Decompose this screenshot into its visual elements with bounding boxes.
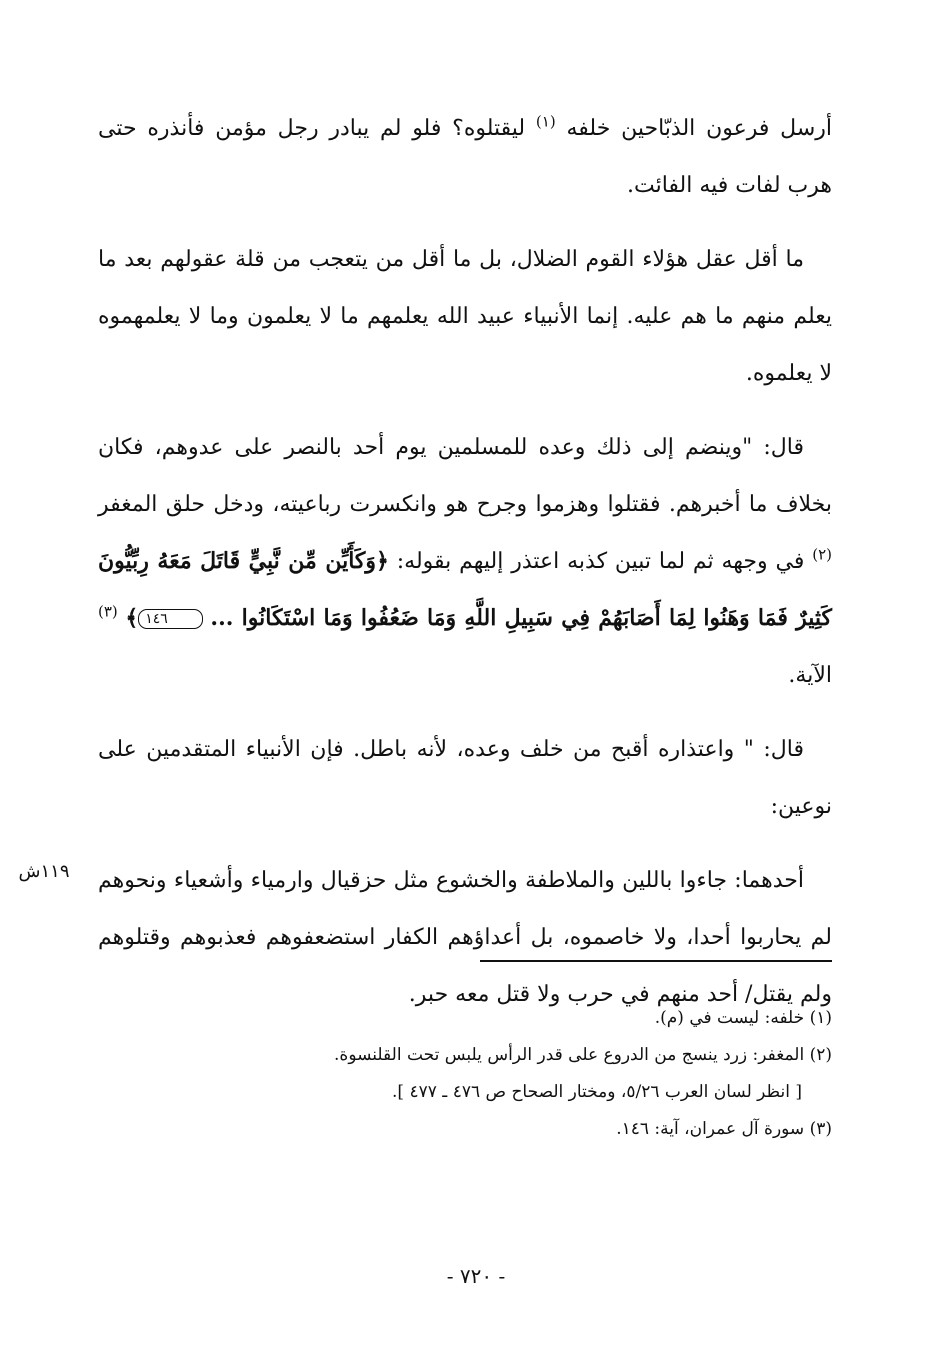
page-number: - ٧٢٠ - — [446, 1264, 506, 1288]
paragraph-2-text: ما أقل عقل هؤلاء القوم الضلال، بل ما أقل من يتعجب من قلة عقولهم بعد ما يعلم منهم ما هم عليه. إنما الأنبياء عبيد الله يعلمهم ما لا يعلمون وما لا يعلمهموه لا يعلموه. — [98, 247, 832, 386]
paragraph-4 — [98, 721, 832, 835]
quran-close-bracket: ﴾ — [125, 605, 139, 631]
paragraph-1 — [98, 100, 832, 214]
paragraph-5-text: أحدهما: جاءوا باللين والملاطفة والخشوع مثل حزقيال وارمياء وأشعياء ونحوهم لم يحاربوا أحدا، ولا خاصموه، بل أعداؤهم الكفار استضعفوهم فعذبوهم وقتلوهم ولم يقتل/ أحد منهم في حرب ولا قتل معه حبر. — [98, 868, 832, 1007]
paragraph-3-text-middle: في وجهه ثم لما تبين كذبه اعتذر إليهم بقوله: — [388, 549, 813, 574]
footnote-ref-1[interactable]: (١) — [535, 112, 556, 131]
paragraph-1-text-before: أرسل فرعون الذبّاحين خلفه — [555, 116, 833, 141]
paragraph-3 — [98, 419, 832, 704]
paragraph-2 — [98, 231, 832, 402]
ayah-number-mark: ١٤٦ — [138, 609, 203, 629]
paragraph-3-text-before: قال: "وينضم إلى ذلك وعده للمسلمين يوم أحد بالنصر على عدوهم، فكان بخلاف ما أخبرهم. فقتلوا وهزموا وجرح هو وانكسرت رباعيته، ودخل حلق المغفر — [98, 435, 832, 517]
paragraph-4-text: قال: " واعتذاره أقبح من خلف وعده، لأنه باطل. فإن الأنبياء المتقدمين على نوعين: — [98, 737, 832, 819]
footnote-2: (٢) المغفر: زرد ينسج من الدروع على قدر الرأس يلبس تحت القلنسوة. — [334, 1045, 832, 1065]
footnote-ref-2[interactable]: (٢) — [812, 545, 832, 564]
quran-verse: ﴿وَكَأَيِّن مِّن نَّبِيٍّ قَاتَلَ مَعَهُ رِبِّيُّونَ كَثِيرٌ فَمَا وَهَنُوا لِمَا أَصَابَهُمْ فِي سَبِيلِ اللَّهِ وَمَا ضَعُفُوا وَمَا اسْتَكَانُوا ... — [98, 548, 832, 631]
footnote-divider — [480, 960, 832, 962]
footnotes — [98, 1000, 832, 1148]
footnote-ref-3[interactable]: (٣) — [98, 602, 118, 621]
paragraph-3-text-after: الآية. — [788, 663, 832, 688]
paragraph-5 — [98, 852, 832, 1023]
paragraph-1-text-after: ليقتلوه؟ فلو لم يبادر رجل مؤمن فأنذره حتى هرب لفات فيه الفائت. — [98, 116, 832, 198]
margin-folio-note: ١١٩ش — [18, 861, 70, 882]
footnote-2-reference: [ انظر لسان العرب ٥/٢٦، ومختار الصحاح ص ٤٧٦ ـ ٤٧٧ ]. — [392, 1082, 802, 1102]
footnote-1: (١) خلفه: ليست في (م). — [654, 1008, 832, 1028]
footnote-3: (٣) سورة آل عمران، آية: ١٤٦. — [616, 1119, 832, 1139]
main-text — [98, 100, 832, 1040]
